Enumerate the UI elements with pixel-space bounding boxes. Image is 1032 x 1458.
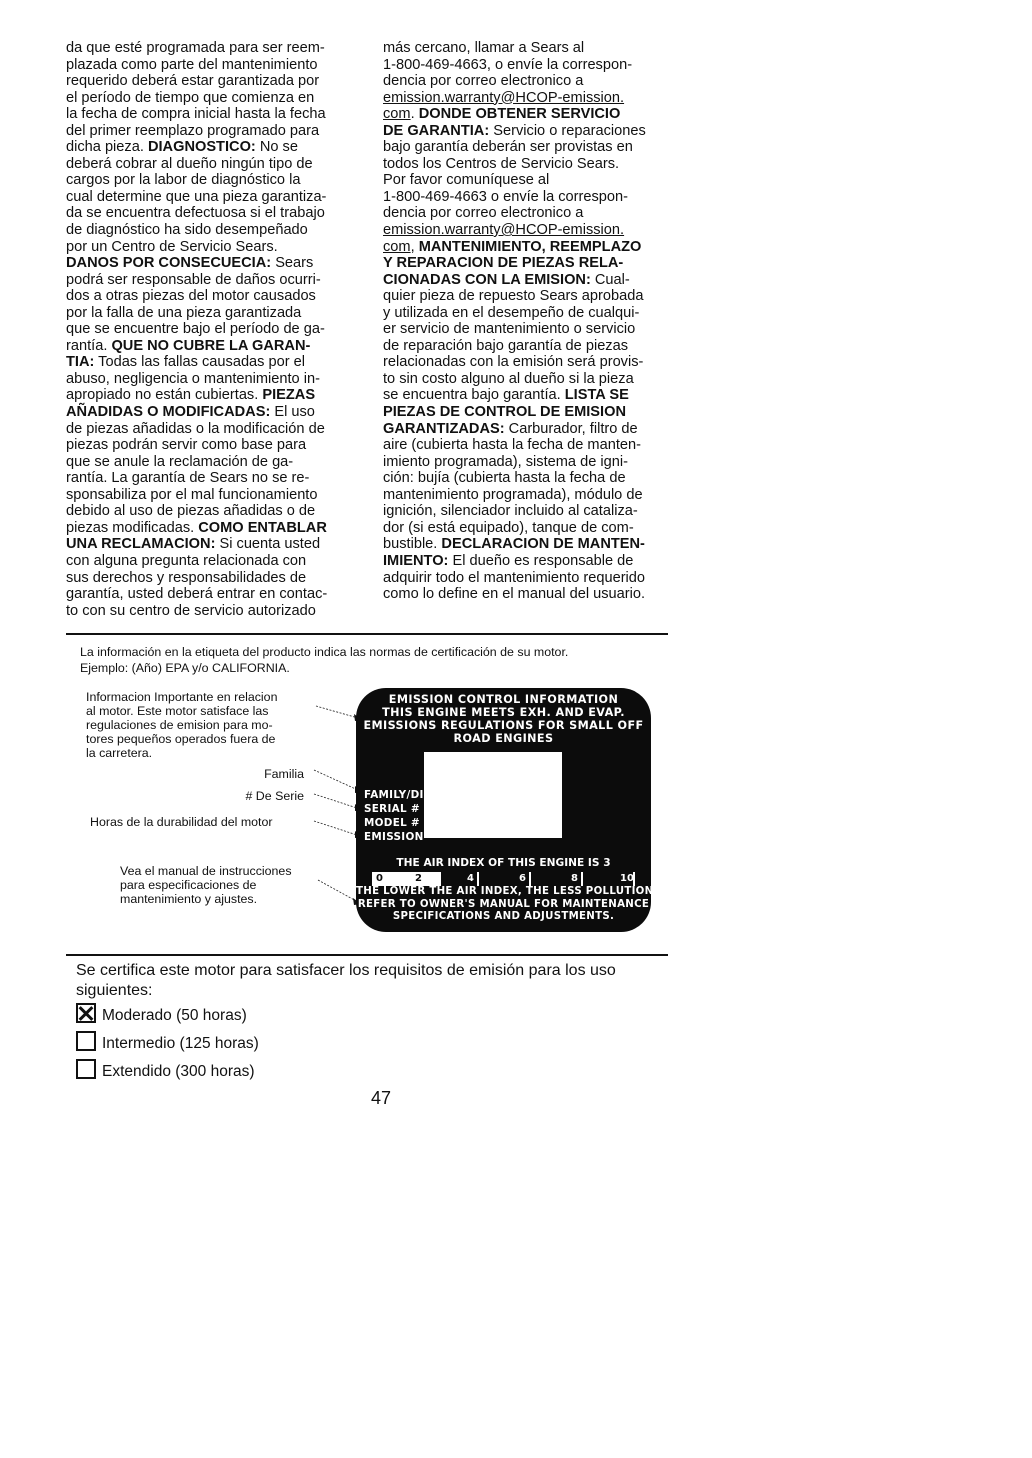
text-run: mantenimiento programada), módulo de [383, 486, 643, 503]
text-run: garantía, usted deberá entrar en contac- [66, 586, 328, 603]
text-run: dor (si está equipado), tanque de com- [383, 519, 634, 536]
bold-text: COMO ENTABLAR [198, 519, 327, 536]
note-line: al motor. Este motor satisface las [86, 704, 269, 718]
text-line [66, 90, 327, 107]
text-line [66, 288, 327, 305]
text-line [383, 503, 646, 520]
text-run: ción: bujía (cubierta hasta la fecha de [383, 470, 626, 487]
text-run: imiento programada), sistema de igni- [383, 453, 628, 470]
checkbox-moderado [76, 1003, 96, 1023]
text-line [66, 57, 327, 74]
field-emission: EMISSION [364, 831, 424, 843]
text-run: relacionadas con la emisión será provis- [383, 354, 644, 371]
text-line [383, 106, 646, 123]
bold-text: DANOS POR CONSECUECIA: [66, 255, 272, 272]
note-line: mantenimiento y ajustes. [120, 892, 258, 906]
field-family: FAMILY/DISP. [364, 789, 442, 801]
text-run: 1-800-469-4663 o envíe la correspon- [383, 188, 629, 205]
label-heading-line: THIS ENGINE MEETS EXH. AND EVAP. [382, 706, 625, 719]
text-run: debido al uso de piezas añadidas o de [66, 503, 316, 520]
text-run: requerido deberá estar garantizada por [66, 73, 320, 90]
bold-text: Y REPARACION DE PIEZAS RELA- [383, 255, 624, 272]
checkbox-extendido [76, 1059, 96, 1079]
text-run: dencia por correo electronico a [383, 205, 584, 222]
label-heading-line: EMISSIONS REGULATIONS FOR SMALL OFF [363, 719, 644, 732]
text-run: por la falla de una pieza garantizada [66, 304, 302, 321]
text-run: dencia por correo electronico a [383, 73, 584, 90]
bold-text: PIEZAS [262, 387, 316, 404]
text-line [66, 387, 327, 404]
scale-tick [529, 872, 531, 886]
divider-top [66, 633, 668, 635]
text-run: Servicio o reparaciones [489, 122, 646, 139]
manual-note [120, 864, 292, 906]
text-run: to con su centro de servicio autorizado [66, 602, 316, 619]
text-line [383, 172, 646, 189]
text-line [383, 205, 646, 222]
label-blank-area [424, 752, 562, 838]
durability-note: Horas de la durabilidad del motor [90, 815, 273, 829]
text-line [383, 553, 646, 570]
option-moderado [76, 1003, 247, 1026]
option-label: Moderado (50 horas) [102, 1007, 247, 1024]
option-label: Intermedio (125 horas) [102, 1035, 259, 1052]
option-label: Extendido (300 horas) [102, 1063, 255, 1080]
cert-line: Se certifica este motor para satisfacer los requisitos de emisión para los uso [76, 962, 616, 979]
text-line [383, 239, 646, 256]
text-run: de reparación bajo garantía de piezas [383, 337, 629, 354]
bold-text: TIA: [66, 354, 95, 371]
leader-serie [314, 794, 360, 809]
bold-text: PIEZAS DE CONTROL DE EMISION [383, 404, 626, 421]
text-run: No se [255, 139, 298, 156]
label-footer [356, 886, 654, 924]
note-line: la carretera. [86, 746, 153, 760]
text-line [66, 106, 327, 123]
text-line [383, 189, 646, 206]
underlined-text: com [383, 106, 411, 123]
text-run: piezas podrán servir como base para [66, 437, 307, 454]
scale-tick [581, 872, 583, 886]
bold-text: LISTA SE [564, 387, 629, 404]
text-line [66, 503, 327, 520]
text-line [66, 570, 327, 587]
note-line: Vea el manual de instrucciones [120, 864, 292, 878]
text-run: apropiado no están cubiertas. [66, 387, 263, 404]
scale-label: 0 [376, 873, 383, 884]
bold-text: DIAGNOSTICO: [147, 139, 256, 156]
text-run: deberá cobrar al dueño ningún tipo de [66, 155, 313, 172]
text-line [383, 371, 646, 388]
familia-note: Familia [264, 767, 304, 781]
text-run: , [410, 238, 419, 255]
underlined-text: com [383, 238, 411, 255]
divider-bottom [66, 954, 668, 956]
text-run: rantía. La garantía de Sears no se re- [66, 470, 310, 487]
text-run: cual determine que una pieza garantiza- [66, 188, 327, 205]
text-run: da que esté programada para ser reem- [66, 40, 325, 56]
note-line: para especificaciones de [120, 878, 257, 892]
text-line [66, 520, 327, 537]
scale-label: 8 [571, 873, 578, 884]
text-line [66, 189, 327, 206]
air-index-text: THE AIR INDEX OF THIS ENGINE IS 3 [396, 857, 611, 869]
text-line [66, 404, 327, 421]
option-intermedio [76, 1031, 259, 1054]
text-line [383, 156, 646, 173]
text-run: la fecha de compra inicial hasta la fecha [66, 106, 326, 123]
text-line [383, 338, 646, 355]
leader-important [316, 706, 358, 718]
text-run: El uso [270, 404, 315, 421]
bold-text: QUE NO CUBRE LA GARAN- [111, 337, 311, 354]
scale-label: 2 [415, 873, 422, 884]
bold-text: DECLARACION DE MANTEN- [441, 536, 645, 553]
label-intro-line: La información en la etiqueta del producto indica las normas de certificación de su motor. [80, 645, 569, 659]
text-line [66, 172, 327, 189]
text-run: sus derechos y responsabilidades de [66, 569, 307, 586]
text-run: Carburador, filtro de [504, 420, 638, 437]
label-footer-line: SPECIFICATIONS AND ADJUSTMENTS. [392, 911, 615, 922]
right-column [383, 40, 646, 603]
text-line [383, 586, 646, 603]
text-line [66, 222, 327, 239]
scale-label: 4 [467, 873, 474, 884]
left-column [66, 40, 327, 619]
text-run: todos los Centros de Servicio Sears. [383, 155, 620, 172]
text-line [66, 553, 327, 570]
bold-text: MANTENIMIENTO, REEMPLAZO [418, 238, 642, 255]
text-run: cargos por la labor de diagnóstico la [66, 172, 301, 189]
text-run: Cual- [590, 271, 630, 288]
bold-text: IMIENTO: [383, 552, 449, 569]
text-line [66, 255, 327, 272]
text-line [383, 421, 646, 438]
text-line [383, 255, 646, 272]
text-run: del primer reemplazo programado para [66, 122, 320, 139]
text-run: aire (cubierta hasta la fecha de manten- [383, 437, 641, 454]
air-index-scale [372, 872, 638, 886]
leader-familia [314, 770, 360, 791]
emission-label [356, 688, 654, 932]
bold-text: CIONADAS CON LA EMISION: [383, 271, 591, 288]
text-line [66, 603, 327, 620]
text-run: bajo garantía deberán ser provistas en [383, 139, 633, 156]
underlined-text: emission.warranty@HCOP-emission. [383, 222, 625, 239]
text-run: ignición, silenciador incluido al cataliza- [383, 503, 638, 520]
label-heading-line: EMISSION CONTROL INFORMATION [388, 693, 619, 706]
text-run: Sears [271, 255, 314, 272]
text-line [66, 305, 327, 322]
text-line [383, 487, 646, 504]
text-line [383, 536, 646, 553]
text-line [66, 156, 327, 173]
text-line [66, 205, 327, 222]
leader-manual [318, 880, 358, 902]
label-fields [364, 788, 442, 844]
text-line [66, 421, 327, 438]
text-run: Si cuenta usted [215, 536, 321, 553]
note-line: tores pequeños operados fuera de [86, 732, 276, 746]
note-line: regulaciones de emision para mo- [86, 718, 273, 732]
text-run: de diagnóstico ha sido desempeñado [66, 222, 308, 239]
label-heading-line: ROAD ENGINES [453, 732, 554, 745]
text-line [66, 371, 327, 388]
text-line [383, 40, 646, 57]
text-run: que se encuentre bajo el período de ga- [66, 321, 325, 338]
text-line [66, 487, 327, 504]
text-run: por un Centro de Servicio Sears. [66, 238, 278, 255]
text-run: más cercano, llamar a Sears al [383, 40, 585, 56]
page-number: 47 [371, 1088, 392, 1108]
text-line [383, 454, 646, 471]
text-run: 1-800-469-4663, o envíe la correspon- [383, 56, 633, 73]
text-line [66, 272, 327, 289]
bold-text: DE GARANTIA: [383, 122, 490, 139]
text-line [383, 305, 646, 322]
text-run: se encuentra bajo garantía. [383, 387, 565, 404]
text-run: piezas modificadas. [66, 519, 199, 536]
text-line [66, 454, 327, 471]
scale-tick [425, 872, 427, 886]
text-run: abuso, negligencia o mantenimiento in- [66, 370, 320, 387]
text-line [66, 354, 327, 371]
text-line [383, 570, 646, 587]
text-run: con alguna pregunta relacionada con [66, 552, 307, 569]
bold-text: AÑADIDAS O MODIFICADAS: [66, 404, 271, 421]
label-footer-line: THE LOWER THE AIR INDEX, THE LESS POLLUTION [356, 886, 654, 897]
certification-text [76, 961, 616, 1000]
underlined-text: emission.warranty@HCOP-emission. [383, 89, 625, 106]
text-run: dos a otras piezas del motor causados [66, 288, 316, 305]
label-heading [356, 693, 651, 745]
note-line: Informacion Importante en relacion [86, 690, 278, 704]
text-line [383, 57, 646, 74]
text-run: que se anule la reclamación de ga- [66, 453, 294, 470]
text-line [383, 272, 646, 289]
text-line [66, 123, 327, 140]
text-line [66, 470, 327, 487]
text-line [383, 321, 646, 338]
text-run: er servicio de mantenimiento o servicio [383, 321, 636, 338]
text-line [383, 288, 646, 305]
scale-label: 10 [620, 873, 634, 884]
bold-text: GARANTIZADAS: [383, 420, 505, 437]
checkbox-intermedio [76, 1031, 96, 1051]
label-footer-line: REFER TO OWNER'S MANUAL FOR MAINTENANCE [357, 898, 650, 910]
text-run: da se encuentra defectuosa si el trabajo [66, 205, 325, 222]
text-line [66, 73, 327, 90]
text-line [383, 73, 646, 90]
text-line [66, 321, 327, 338]
text-run: . [410, 106, 419, 123]
text-line [66, 536, 327, 553]
text-run: El dueño es responsable de [448, 552, 634, 569]
text-line [66, 40, 327, 57]
text-line [383, 139, 646, 156]
text-run: quier pieza de repuesto Sears aprobada [383, 288, 644, 305]
text-run: como lo define en el manual del usuario. [383, 586, 646, 603]
text-line [383, 470, 646, 487]
text-line [383, 222, 646, 239]
text-run: de piezas añadidas o la modificación de [66, 420, 325, 437]
text-line [383, 123, 646, 140]
text-line [383, 90, 646, 107]
text-run: sponsabiliza por el mal funcionamiento [66, 486, 318, 503]
scale-tick [373, 872, 375, 886]
text-line [66, 239, 327, 256]
text-line [66, 338, 327, 355]
text-run: adquirir todo el mantenimiento requerido [383, 569, 646, 586]
scale-label: 6 [519, 873, 526, 884]
important-info-note [86, 690, 277, 760]
text-run: rantía. [66, 337, 112, 354]
option-extendido [76, 1059, 255, 1082]
serie-note: # De Serie [245, 789, 304, 803]
field-serial: SERIAL # [364, 803, 420, 815]
text-line [66, 437, 327, 454]
text-line [383, 354, 646, 371]
text-run: Por favor comuníquese al [383, 172, 550, 189]
text-run: el período de tiempo que comienza en [66, 89, 315, 106]
cert-line: siguientes: [76, 981, 153, 999]
text-run: bustible. [383, 536, 442, 553]
label-intro-line: Ejemplo: (Año) EPA y/o CALIFORNIA. [80, 660, 290, 675]
text-run: Todas las fallas causadas por el [94, 354, 306, 371]
text-line [66, 586, 327, 603]
text-line [383, 387, 646, 404]
text-run: plazada como parte del mantenimiento [66, 56, 318, 73]
text-line [383, 404, 646, 421]
bold-text: DONDE OBTENER SERVICIO [418, 106, 621, 123]
text-run: podrá ser responsable de daños ocurri- [66, 271, 321, 288]
text-run: to sin costo alguno al dueño si la pieza [383, 370, 634, 387]
field-model: MODEL # [364, 817, 420, 829]
text-run: dicha pieza. [66, 139, 148, 156]
text-line [383, 520, 646, 537]
bold-text: UNA RECLAMACION: [66, 536, 216, 553]
text-line [383, 437, 646, 454]
text-line [66, 139, 327, 156]
scale-tick [477, 872, 479, 886]
label-intro [80, 645, 568, 676]
text-run: y utilizada en el desempeño de cualqui- [383, 304, 640, 321]
leader-horas [314, 821, 360, 836]
